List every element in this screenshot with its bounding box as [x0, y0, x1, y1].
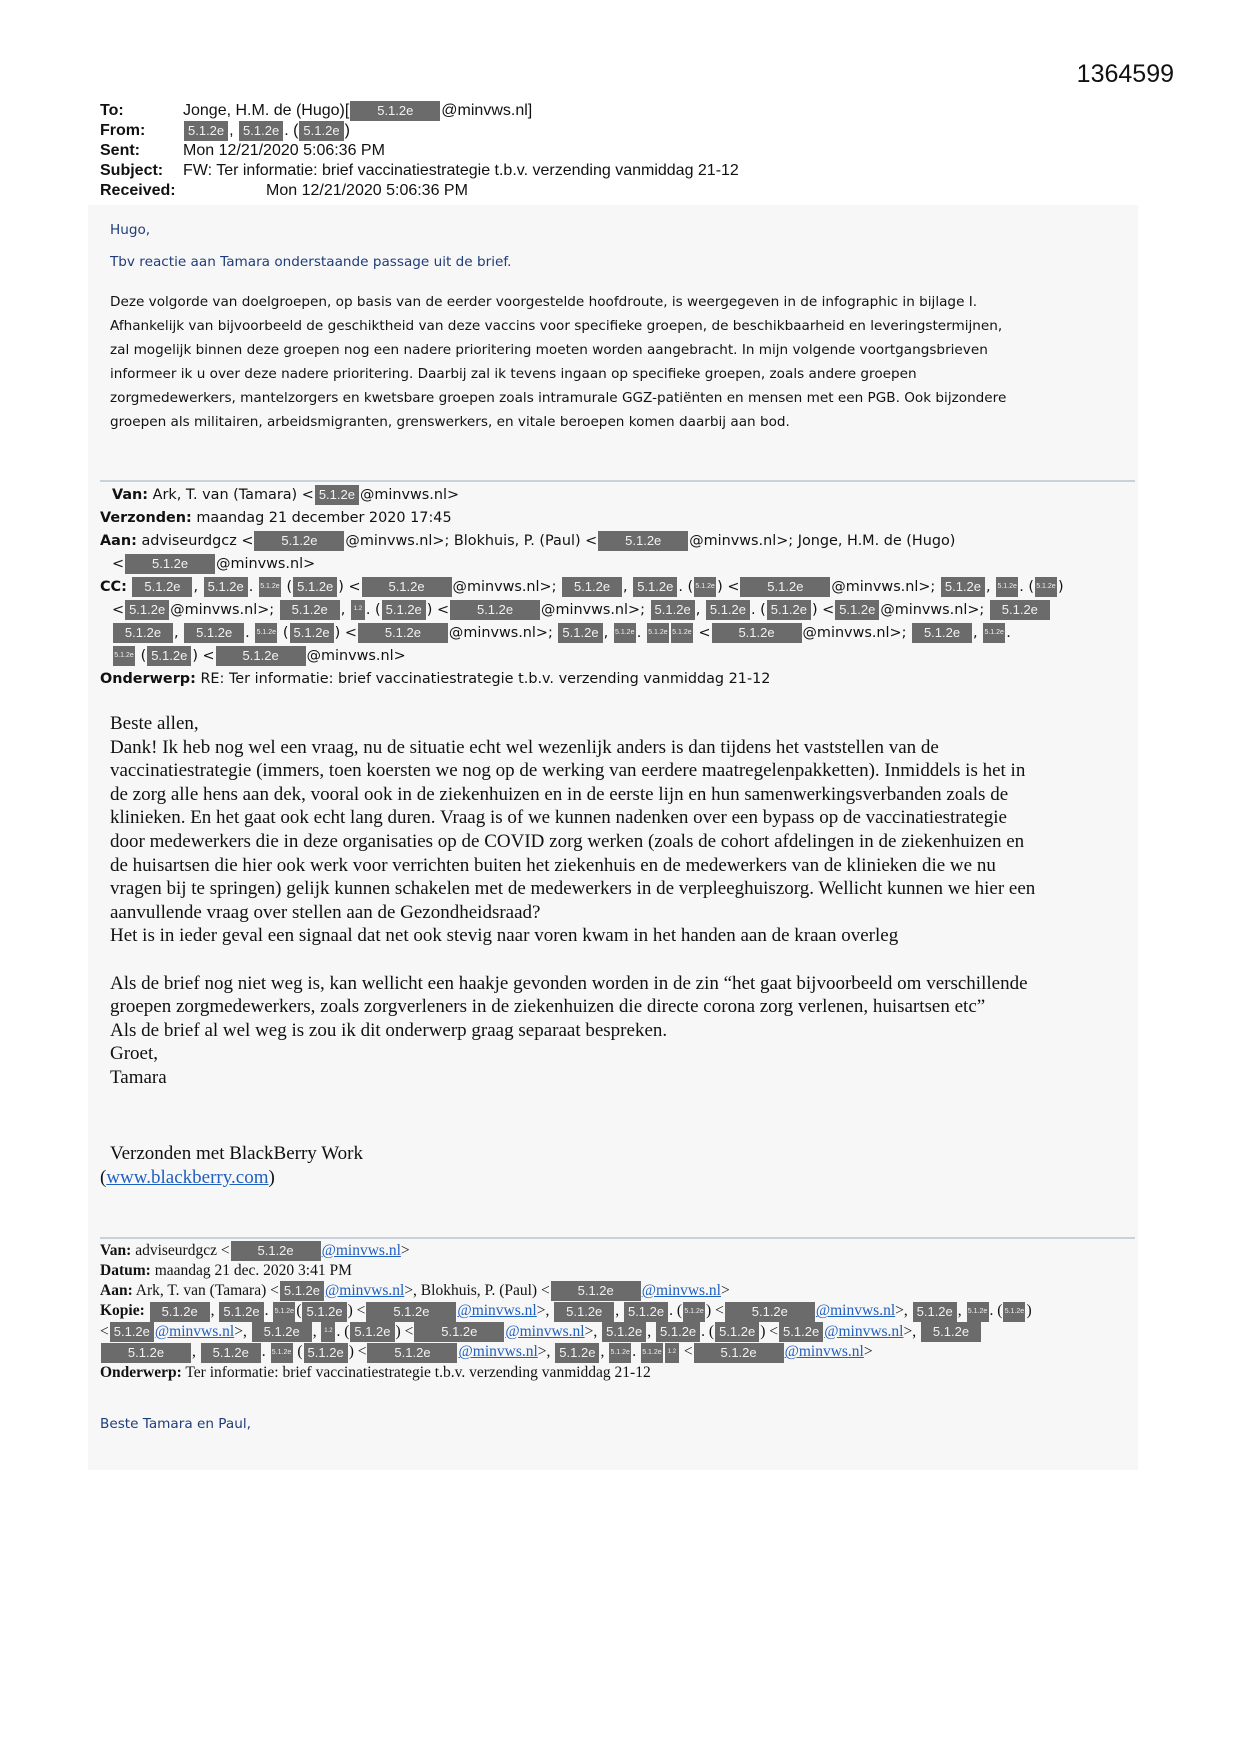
body-line: Het is in ieder geval een signaal dat net ook stevig naar voren kwam in het handen aan de kraan overleg — [110, 925, 899, 947]
redaction: 5.1.2e — [706, 600, 750, 620]
domain: @minvws.nl>; — [170, 602, 275, 618]
email-link[interactable]: @minvws.nl — [815, 1302, 896, 1320]
redaction: 5.1.2e — [302, 1302, 346, 1322]
aan-text: adviseurdgcz < — [141, 533, 254, 549]
redaction: 5.1.2e — [598, 531, 688, 551]
redaction: 5.1.2e — [382, 600, 426, 620]
kopie-row-cont: 5.1.2e , 5.1.2e . 5.1.2e ( 5.1.2e ) < 5.1.2e @minvws.nl>, 5.1.2e , 5.1.2e . 5.1.2e 1.2 < 5.1.2e @minvws.nl> — [100, 1342, 1140, 1362]
redaction: 5.1.2e — [614, 623, 636, 643]
redaction: 5.1.2e — [358, 623, 448, 643]
domain: @minvws.nl>; — [831, 579, 936, 595]
quoted-passage — [110, 290, 1140, 434]
intro-line: Tbv reactie aan Tamara onderstaande passage uit de brief. — [110, 254, 512, 270]
datum-row — [100, 1261, 1140, 1281]
redaction: 5.1.2e — [450, 600, 540, 620]
redaction: 5.1.2e — [683, 1302, 705, 1322]
domain: @minvws.nl> — [216, 556, 316, 572]
body-line: klinieken. En het gaat ook echt lang duren. Vraag is of we kunnen nadenken over een bypass op de vaccinatiestrategie — [110, 807, 1007, 829]
cc-label: CC: — [100, 579, 127, 595]
redaction: 5.1.2e — [147, 646, 191, 666]
van-label: Van: — [112, 487, 149, 503]
redaction: 5.1.2e — [641, 1343, 663, 1363]
redaction: 5.1.2e — [554, 1302, 614, 1322]
quote-line: Afhankelijk van bijvoorbeeld de geschiktheid van deze vaccins voor specifieke groepen, de beschikbaarheid en leveringstermijnen, — [110, 318, 1003, 334]
redaction: 5.1.2e — [216, 646, 306, 666]
redaction: 5.1.2e — [290, 623, 334, 643]
email-link[interactable]: @minvws.nl — [458, 1343, 538, 1361]
redaction: 5.1.2e — [362, 577, 452, 597]
subject-row — [100, 161, 739, 181]
aan-row — [100, 530, 1140, 553]
redaction: 5.1.2e — [558, 623, 602, 643]
received-value: Mon 12/21/2020 5:06:36 PM — [266, 182, 468, 199]
redaction: 5.1.2e — [280, 600, 340, 620]
redaction: 5.1.2e — [132, 577, 192, 597]
redaction: 5.1.2e — [350, 101, 440, 121]
quote-line: Deze volgorde van doelgroepen, op basis van de eerder voorgestelde hoofdroute, is weergegeven in de infographic in bijlage I. — [110, 294, 978, 310]
kopie-row: Kopie: 5.1.2e , 5.1.2e . 5.1.2e ( 5.1.2e ) < 5.1.2e @minvws.nl>, 5.1.2e , 5.1.2e . ( 5.1.2e ) < 5.1.2e @minvws.nl>, 5.1.2e , 5.1.2e . ( 5.1.2e ) — [100, 1301, 1140, 1321]
redaction: 1.2 — [321, 1322, 335, 1342]
aan-label: Aan: — [100, 533, 137, 549]
body-line: de zorg alle hens aan dek, vooral ook in de ziekenhuizen en in de eerste lijn en hun samenwerkingsverbanden zoals de — [110, 783, 1009, 805]
greeting-hugo: Hugo, — [110, 222, 151, 238]
redaction: 5.1.2e — [647, 623, 669, 643]
body-line: vragen bij te springen) gelijk kunnen schakelen met de medewerkers in de verpleeghuiszorg. Wellicht kunnen we hier een — [110, 878, 1036, 900]
van-label: Van: — [100, 1242, 132, 1259]
aan-text: @minvws.nl>; Blokhuis, P. (Paul) < — [345, 533, 598, 549]
separator — [100, 480, 1135, 482]
sent-label: Sent: — [100, 142, 140, 159]
onderwerp-value: Ter informatie: brief vaccinatiestrategie t.b.v. verzending vanmiddag 21-12 — [185, 1363, 651, 1381]
subject-value: FW: Ter informatie: brief vaccinatiestrategie t.b.v. verzending vanmiddag 21-12 — [183, 162, 739, 179]
aan-label: Aan: — [100, 1281, 133, 1299]
redaction: 5.1.2e — [1035, 577, 1057, 597]
aan-row-cont: < 5.1.2e @minvws.nl> — [112, 556, 316, 572]
redaction: 5.1.2e — [1003, 1302, 1025, 1322]
onderwerp-row — [100, 1363, 1140, 1383]
email-link[interactable]: @minvws.nl — [824, 1322, 904, 1340]
email-header — [100, 101, 739, 201]
body-line — [110, 948, 1130, 972]
redaction: 5.1.2e — [651, 600, 695, 620]
redaction: 5.1.2e — [912, 623, 972, 643]
aan-row: Aan: Ark, T. van (Tamara) < 5.1.2e @minvws.nl>, Blokhuis, P. (Paul) < 5.1.2e @minvws.nl> — [100, 1281, 1140, 1301]
redaction: 5.1.2e — [555, 1343, 599, 1363]
separator — [100, 1237, 1135, 1239]
email-link[interactable]: @minvws.nl — [154, 1322, 235, 1340]
body-line: aanvullende vraag over stellen aan de Gezondheidsraad? — [110, 901, 541, 923]
redaction: 5.1.2e — [113, 646, 135, 666]
email-link[interactable]: @minvws.nl — [505, 1322, 585, 1340]
redaction: 5.1.2e — [609, 1343, 631, 1363]
redaction: 5.1.2e — [624, 1302, 668, 1322]
redaction: 5.1.2e — [913, 1302, 957, 1322]
kopie-row-cont: < 5.1.2e @minvws.nl>, 5.1.2e , 1.2 . ( 5.1.2e ) < 5.1.2e @minvws.nl>, 5.1.2e , 5.1.2e . ( 5.1.2e ) < 5.1.2e @minvws.nl>, 5.1.2e — [100, 1322, 1140, 1342]
redaction: 5.1.2e — [990, 600, 1050, 620]
redaction: 5.1.2e — [633, 577, 677, 597]
redaction: 5.1.2e — [562, 577, 622, 597]
quote-line: informeer ik u over deze nadere prioritering. Daarbij zal ik tevens ingaan op specifieke groepen, zoals andere groepen — [110, 366, 917, 382]
redaction: 5.1.2e — [293, 577, 337, 597]
redaction: 5.1.2e — [996, 577, 1018, 597]
message2-header — [100, 484, 1140, 691]
redaction: 5.1.2e — [350, 1322, 394, 1342]
domain: @minvws.nl>; — [802, 625, 907, 641]
email-link[interactable]: @minvws.nl — [457, 1302, 537, 1320]
email-link[interactable]: @minvws.nl — [321, 1242, 401, 1259]
redaction: 5.1.2e — [255, 623, 277, 643]
redaction: 5.1.2e — [602, 1322, 646, 1342]
redaction: 5.1.2e — [941, 577, 985, 597]
message3-header — [100, 1241, 1140, 1382]
to-row — [100, 101, 739, 121]
redaction: 5.1.2e — [125, 600, 169, 620]
body-line: Als de brief al wel weg is zou ik dit onderwerp graag separaat bespreken. — [110, 1019, 668, 1041]
redaction: 5.1.2e — [367, 1343, 457, 1363]
redaction: 5.1.2e — [150, 1302, 210, 1322]
onderwerp-value: RE: Ter informatie: brief vaccinatiestrategie t.b.v. verzending vanmiddag 21-12 — [200, 671, 771, 687]
from-label: From: — [100, 122, 146, 139]
redaction: 5.1.2e — [767, 600, 811, 620]
redaction: 5.1.2e — [921, 1322, 981, 1342]
quote-line: groepen als militairen, arbeidsmigranten, grenswerkers, en vitale beroepen komen daarbij aan bod. — [110, 414, 790, 430]
van-value: adviseurdgcz < — [135, 1242, 230, 1259]
body-line: door medewerkers die in deze organisaties op de COVID zorg werken (zoals de cohort afdelingen in de ziekenhuizen en — [110, 830, 1025, 852]
redaction: 5.1.2e — [740, 577, 830, 597]
redaction: 5.1.2e — [299, 121, 343, 141]
redaction: 5.1.2e — [983, 623, 1005, 643]
greeting-tamara-paul: Beste Tamara en Paul, — [100, 1416, 251, 1432]
redaction: 5.1.2e — [315, 485, 359, 505]
verzonden-row — [100, 507, 1140, 530]
redaction: 5.1.2e — [113, 623, 173, 643]
onderwerp-label: Onderwerp: — [100, 1363, 182, 1381]
redaction: 5.1.2e — [252, 1322, 312, 1342]
signature: Verzonden met BlackBerry Work — [110, 1143, 363, 1164]
domain: @minvws.nl> — [306, 648, 406, 664]
redaction: 1.2 — [665, 1343, 679, 1363]
redaction: 5.1.2e — [239, 121, 283, 141]
redaction: 5.1.2e — [694, 577, 716, 597]
signature-link-line: (www.blackberry.com) — [100, 1167, 275, 1188]
datum-label: Datum: — [100, 1262, 151, 1280]
redaction: 5.1.2e — [304, 1343, 348, 1363]
message2-body — [110, 712, 1130, 1090]
domain: @minvws.nl>; — [880, 602, 985, 618]
redaction: 1.2 — [351, 600, 365, 620]
redaction: 5.1.2e — [254, 531, 344, 551]
quote-line: zal mogelijk binnen deze groepen nog een nadere prioritering moeten worden aangebracht. In mijn volgende voortgangsbrieven — [110, 342, 988, 358]
to-label: To: — [100, 102, 124, 119]
redaction: 5.1.2e — [656, 1322, 700, 1342]
quote-line: zorgmedewerkers, mantelzorgers en kwetsbare groepen zoals intramurale GGZ-patiënten en mensen met een PGB. Ook bijzondere — [110, 390, 1007, 406]
onderwerp-label: Onderwerp: — [100, 671, 196, 687]
document-number: 1364599 — [1076, 60, 1174, 88]
sent-value: Mon 12/21/2020 5:06:36 PM — [183, 142, 385, 159]
redaction: 5.1.2e — [184, 121, 228, 141]
datum-value: maandag 21 dec. 2020 3:41 PM — [154, 1262, 352, 1280]
redaction: 5.1.2e — [110, 1322, 154, 1342]
received-label: Received: — [100, 182, 176, 199]
redaction: 5.1.2e — [273, 1302, 295, 1322]
to-value: Jonge, H.M. de (Hugo)[ — [183, 102, 350, 119]
cc-row-cont: 5.1.2e ( 5.1.2e ) < 5.1.2e @minvws.nl> — [114, 648, 406, 664]
redaction: 5.1.2e — [259, 577, 281, 597]
van-value: Ark, T. van (Tamara) < — [152, 487, 314, 503]
redaction: 5.1.2e — [779, 1322, 823, 1342]
subject-label: Subject: — [100, 162, 164, 179]
body-line: Dank! Ik heb nog wel een vraag, nu de situatie echt wel wezenlijk anders is dan tijdens het vaststellen van de — [110, 736, 939, 758]
redaction: 5.1.2e — [835, 600, 879, 620]
redaction: 5.1.2e — [201, 1343, 261, 1363]
body-line: Tamara — [110, 1066, 167, 1088]
body-line: Groet, — [110, 1043, 159, 1065]
body-line: groepen zorgmedewerkers, zoals zorgverleners in de ziekenhuizen die directe corona zorg verlenen, huisartsen etc” — [110, 996, 986, 1018]
aan-text: @minvws.nl>; Jonge, H.M. de (Hugo) — [689, 533, 956, 549]
body-line: vaccinatiestrategie (immers, toen koersten we nog op de werking van eerdere maatregelenpakketten). Inmiddels is het in — [110, 760, 1026, 782]
aan-text: Ark, T. van (Tamara) < — [135, 1281, 279, 1299]
redaction: 5.1.2e — [184, 623, 244, 643]
verzonden-label: Verzonden: — [100, 510, 192, 526]
redaction: 5.1.2e — [219, 1302, 263, 1322]
redaction: 5.1.2e — [125, 554, 215, 574]
redaction: 5.1.2e — [725, 1302, 815, 1322]
cc-row-cont: 5.1.2e , 5.1.2e . 5.1.2e ( 5.1.2e ) < 5.1.2e @minvws.nl>; 5.1.2e , 5.1.2e . 5.1.2e 5.1.2e < 5.1.2e @minvws.nl>; 5.1.2e , 5.1.2e . — [100, 622, 1140, 645]
blackberry-link[interactable]: www.blackberry.com — [106, 1167, 269, 1188]
aan-text: >, Blokhuis, P. (Paul) < — [404, 1281, 550, 1299]
redaction: 5.1.2e — [712, 623, 802, 643]
email-link[interactable]: @minvws.nl — [325, 1281, 405, 1299]
kopie-label: Kopie: — [100, 1302, 145, 1320]
cc-row-cont: < 5.1.2e @minvws.nl>; 5.1.2e , 1.2 . ( 5.1.2e ) < 5.1.2e @minvws.nl>; 5.1.2e , 5.1.2e . ( 5.1.2e ) < 5.1.2e @minvws.nl>; 5.1.2e — [100, 599, 1140, 622]
redaction: 5.1.2e — [551, 1281, 641, 1301]
email-link[interactable]: @minvws.nl — [641, 1281, 721, 1299]
domain: @minvws.nl>; — [452, 579, 557, 595]
email-link[interactable]: @minvws.nl — [784, 1343, 864, 1361]
body-line: Beste allen, — [110, 713, 199, 734]
to-domain: @minvws.nl] — [441, 102, 533, 119]
domain: @minvws.nl>; — [541, 602, 645, 618]
redaction: 5.1.2e — [715, 1322, 759, 1342]
received-row — [100, 181, 739, 201]
body-line: de huisartsen die hier ook werk voor verrichten buiten het ziekenhuis en de medewerkers van de klinieken die we nu — [110, 854, 996, 876]
redaction: 5.1.2e — [101, 1343, 191, 1363]
redaction: 5.1.2e — [204, 577, 248, 597]
redaction: 5.1.2e — [231, 1241, 321, 1261]
body-line: Als de brief nog niet weg is, kan wellicht een haakje gevonden worden in de zin “het gaat bijvoorbeeld om verschillende — [110, 972, 1028, 994]
from-row: From: 5.1.2e , 5.1.2e . ( 5.1.2e ) — [100, 122, 350, 139]
domain: @minvws.nl> — [359, 487, 460, 503]
onderwerp-row — [100, 668, 1140, 691]
redaction: 5.1.2e — [414, 1322, 504, 1342]
cc-row: CC: 5.1.2e , 5.1.2e . 5.1.2e ( 5.1.2e ) < 5.1.2e @minvws.nl>; 5.1.2e , 5.1.2e . ( 5.1.2e ) < 5.1.2e @minvws.nl>; 5.1.2e , 5.1.2e . ( 5.1.2e ) — [100, 579, 1064, 595]
redaction: 5.1.2e — [694, 1343, 784, 1363]
domain: @minvws.nl>; — [448, 625, 553, 641]
redaction: 5.1.2e — [967, 1302, 989, 1322]
redaction: 5.1.2e — [271, 1343, 293, 1363]
redaction: 5.1.2e — [671, 623, 693, 643]
sent-row — [100, 141, 739, 161]
redaction: 5.1.2e — [280, 1281, 324, 1301]
redaction: 5.1.2e — [366, 1302, 456, 1322]
verzonden-value: maandag 21 december 2020 17:45 — [196, 510, 452, 526]
van-row: Van: adviseurdgcz < 5.1.2e @minvws.nl> — [100, 1241, 1140, 1261]
van-row — [100, 484, 1140, 507]
